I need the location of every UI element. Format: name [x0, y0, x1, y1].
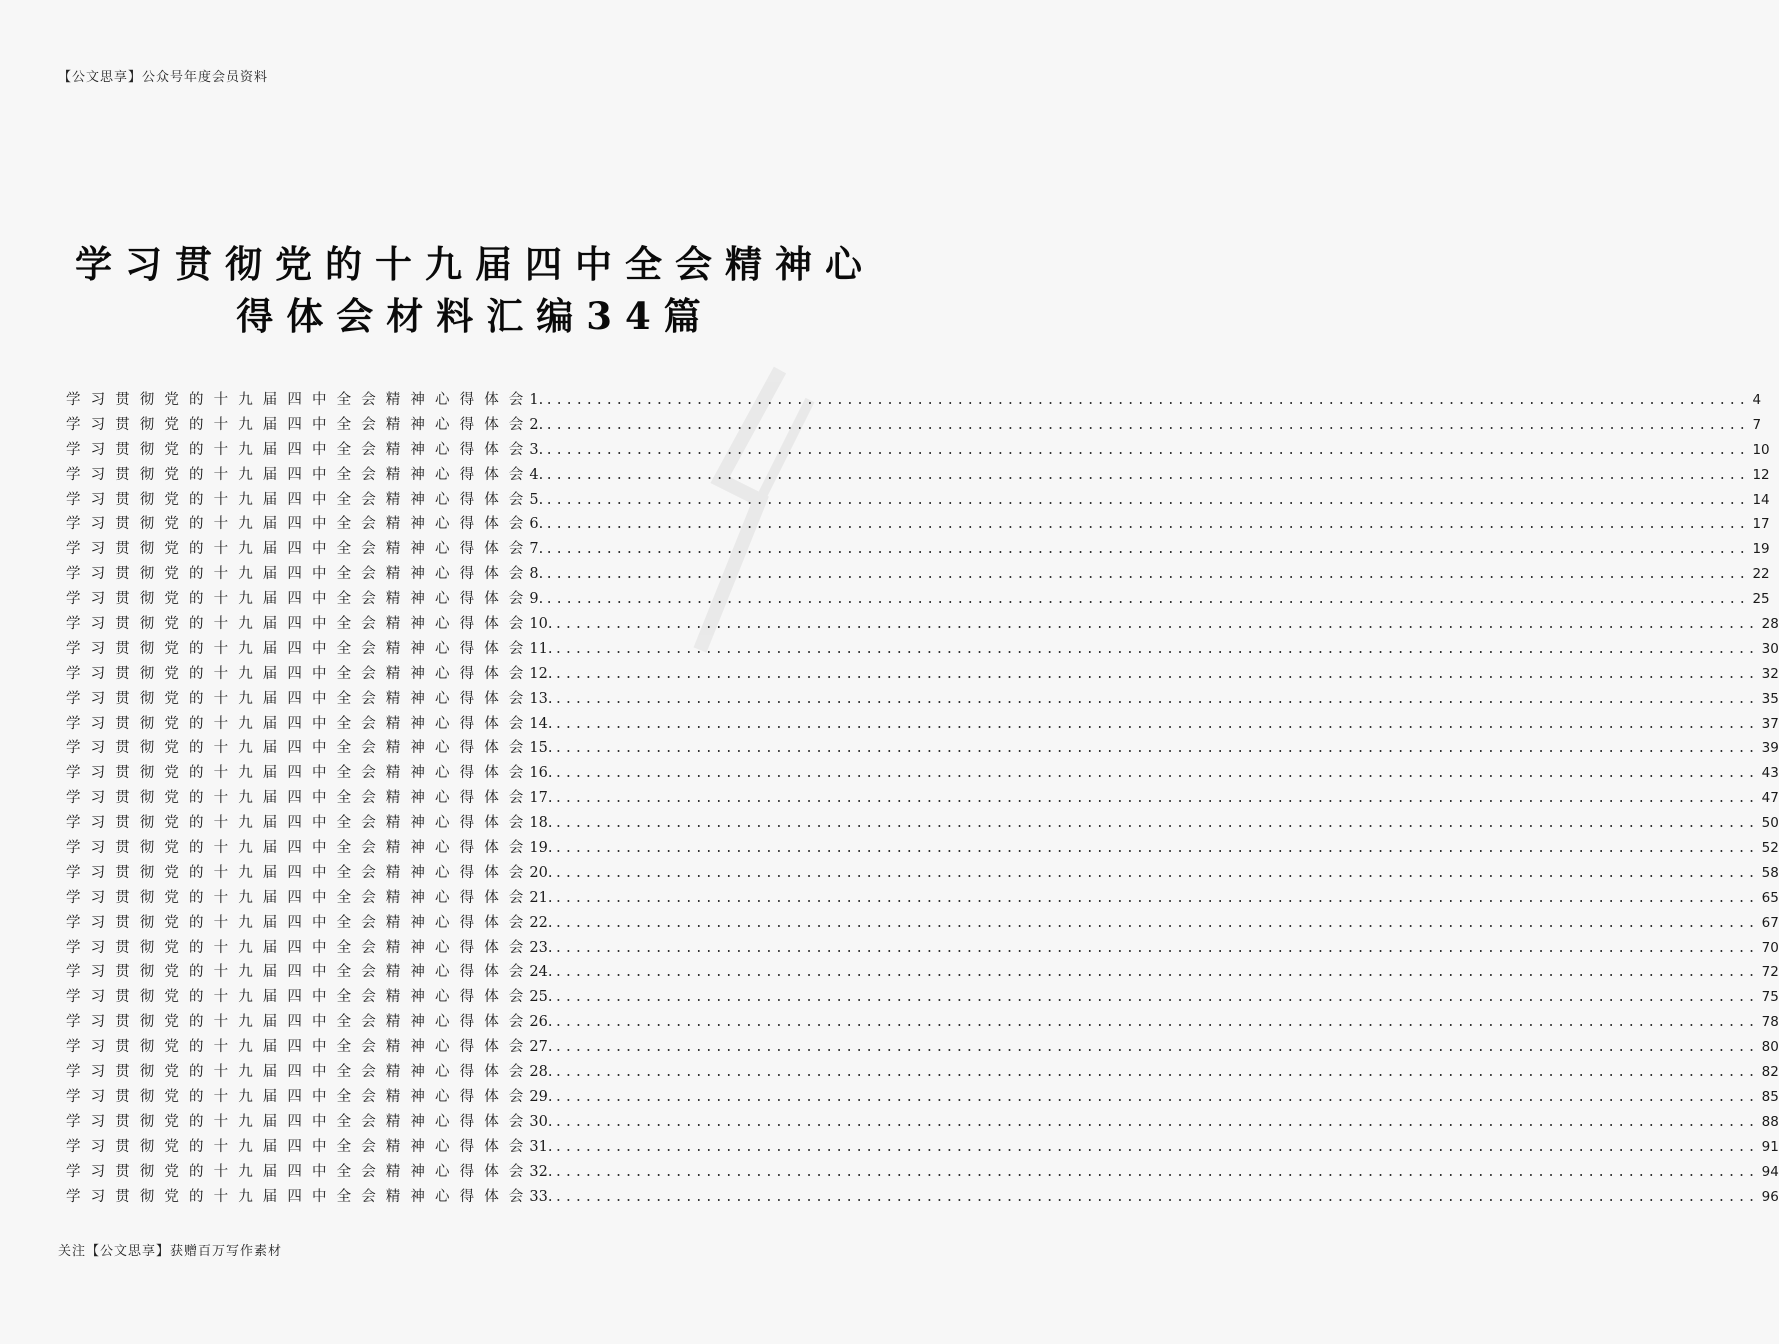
toc-entry-number: 29. — [529, 1088, 553, 1105]
toc-entry-title: 学习贯彻党的十九届四中全会精神心得体会 — [66, 640, 534, 657]
title-line-1: 学习贯彻党的十九届四中全会精神心 — [75, 242, 875, 286]
toc-dot-leader: ........................................................................................................................ — [554, 617, 1758, 633]
toc-entry[interactable] — [66, 413, 1762, 438]
toc-entry-page: 72 — [1761, 964, 1779, 981]
toc-entry-page: 10 — [1752, 441, 1770, 458]
toc-entry[interactable] — [66, 936, 1779, 961]
toc-entry-page: 80 — [1761, 1039, 1779, 1056]
toc-entry[interactable] — [66, 960, 1779, 985]
toc-entry-page: 85 — [1761, 1088, 1779, 1105]
toc-dot-leader: ........................................................................................................................ — [554, 791, 1758, 807]
toc-entry[interactable] — [66, 712, 1779, 737]
toc-entry-page: 94 — [1761, 1163, 1779, 1180]
toc-entry-page: 30 — [1761, 640, 1779, 657]
toc-dot-leader: ........................................................................................................................ — [554, 1139, 1758, 1155]
toc-entry-title: 学习贯彻党的十九届四中全会精神心得体会 — [66, 889, 534, 906]
toc-entry-page: 22 — [1752, 566, 1770, 583]
toc-entry[interactable] — [66, 811, 1779, 836]
toc-entry-page: 32 — [1761, 665, 1779, 682]
toc-entry-title: 学习贯彻党的十九届四中全会精神心得体会 — [66, 491, 534, 508]
toc-dot-leader: ........................................................................................................................ — [554, 990, 1758, 1006]
toc-entry-title: 学习贯彻党的十九届四中全会精神心得体会 — [66, 1113, 534, 1130]
toc-entry-page: 67 — [1761, 914, 1779, 931]
toc-entry-title: 学习贯彻党的十九届四中全会精神心得体会 — [66, 939, 534, 956]
toc-entry-page: 37 — [1761, 715, 1779, 732]
toc-entry-title: 学习贯彻党的十九届四中全会精神心得体会 — [66, 616, 534, 633]
toc-dot-leader: ........................................................................................................................ — [545, 492, 1749, 508]
toc-dot-leader: ........................................................................................................................ — [554, 915, 1758, 931]
toc-dot-leader: ........................................................................................................................ — [554, 1164, 1758, 1180]
toc-entry-page: 14 — [1752, 491, 1770, 508]
toc-entry-page: 78 — [1761, 1014, 1779, 1031]
toc-entry[interactable] — [66, 637, 1779, 662]
title-line-2: 得体会材料汇编34篇 — [236, 294, 714, 338]
toc-dot-leader: ........................................................................................................................ — [554, 741, 1758, 757]
toc-entry-number: 27. — [529, 1039, 553, 1056]
toc-entry-number: 32. — [529, 1163, 553, 1180]
toc-entry-title: 学习贯彻党的十九届四中全会精神心得体会 — [66, 591, 534, 608]
toc-entry[interactable] — [66, 886, 1779, 911]
toc-entry-page: 52 — [1761, 840, 1779, 857]
toc-dot-leader: ........................................................................................................................ — [554, 1015, 1758, 1031]
toc-entry-title: 学习贯彻党的十九届四中全会精神心得体会 — [66, 1163, 534, 1180]
toc-entry-title: 学习贯彻党的十九届四中全会精神心得体会 — [66, 864, 534, 881]
toc-entry-title: 学习贯彻党的十九届四中全会精神心得体会 — [66, 1088, 534, 1105]
toc-dot-leader: ........................................................................................................................ — [554, 641, 1758, 657]
toc-entry[interactable] — [66, 687, 1779, 712]
toc-entry[interactable] — [66, 587, 1770, 612]
toc-entry-title: 学习贯彻党的十九届四中全会精神心得体会 — [66, 740, 534, 757]
toc-entry-page: 91 — [1761, 1138, 1779, 1155]
toc-entry[interactable] — [66, 1135, 1779, 1160]
toc-dot-leader: ........................................................................................................................ — [554, 716, 1758, 732]
toc-entry-page: 75 — [1761, 989, 1779, 1006]
toc-entry-number: 24. — [529, 964, 553, 981]
toc-entry-page: 47 — [1761, 790, 1779, 807]
toc-entry[interactable] — [66, 1085, 1779, 1110]
toc-dot-leader: ........................................................................................................................ — [554, 1089, 1758, 1105]
toc-entry-number: 19. — [529, 840, 553, 857]
toc-entry-number: 9. — [529, 591, 544, 608]
toc-entry-page: 65 — [1761, 889, 1779, 906]
toc-entry-number: 25. — [529, 989, 553, 1006]
toc-entry-title: 学习贯彻党的十九届四中全会精神心得体会 — [66, 392, 534, 408]
toc-entry-number: 11. — [529, 640, 553, 657]
toc-entry-number: 1. — [529, 392, 544, 408]
toc-entry-title: 学习贯彻党的十九届四中全会精神心得体会 — [66, 964, 534, 981]
toc-entry[interactable] — [66, 388, 1762, 413]
toc-dot-leader: ........................................................................................................................ — [545, 417, 1749, 433]
toc-dot-leader: ........................................................................................................................ — [554, 1114, 1758, 1130]
toc-entry-number: 3. — [529, 441, 544, 458]
toc-entry-page: 82 — [1761, 1064, 1779, 1081]
toc-dot-leader: ........................................................................................................................ — [554, 1065, 1758, 1081]
toc-entry-title: 学习贯彻党的十九届四中全会精神心得体会 — [66, 715, 534, 732]
toc-entry-page: 17 — [1752, 516, 1770, 533]
toc-entry-number: 6. — [529, 516, 544, 533]
toc-entry-page: 35 — [1761, 690, 1779, 707]
toc-entry-title: 学习贯彻党的十九届四中全会精神心得体会 — [66, 690, 534, 707]
toc-entry-title: 学习贯彻党的十九届四中全会精神心得体会 — [66, 541, 534, 558]
toc-entry-title: 学习贯彻党的十九届四中全会精神心得体会 — [66, 1138, 534, 1155]
toc-dot-leader: ........................................................................................................................ — [554, 841, 1758, 857]
toc-entry[interactable] — [66, 1010, 1779, 1035]
toc-entry-number: 31. — [529, 1138, 553, 1155]
toc-dot-leader: ........................................................................................................................ — [554, 865, 1758, 881]
toc-entry[interactable] — [66, 488, 1770, 513]
toc-dot-leader: ........................................................................................................................ — [554, 691, 1758, 707]
toc-dot-leader: ........................................................................................................................ — [554, 940, 1758, 956]
toc-entry-page: 25 — [1752, 591, 1770, 608]
toc-entry-number: 12. — [529, 665, 553, 682]
toc-entry[interactable] — [66, 1185, 1779, 1210]
toc-entry-page: 70 — [1761, 939, 1779, 956]
toc-entry-title: 学习贯彻党的十九届四中全会精神心得体会 — [66, 1039, 534, 1056]
toc-entry-number: 18. — [529, 815, 553, 832]
toc-entry[interactable] — [66, 861, 1779, 886]
toc-dot-leader: ........................................................................................................................ — [545, 467, 1749, 483]
toc-entry[interactable] — [66, 1035, 1779, 1060]
header-note: 【公文思享】公众号年度会员资料 — [58, 70, 269, 85]
toc-dot-leader: ........................................................................................................................ — [554, 1040, 1758, 1056]
toc-entry-number: 23. — [529, 939, 553, 956]
toc-entry-number: 10. — [529, 616, 553, 633]
toc-entry[interactable] — [66, 512, 1770, 537]
toc-entry-number: 22. — [529, 914, 553, 931]
toc-entry-number: 21. — [529, 889, 553, 906]
toc-entry-page: 28 — [1761, 616, 1779, 633]
toc-dot-leader: ........................................................................................................................ — [554, 1189, 1758, 1205]
toc-entry-number: 7. — [529, 541, 544, 558]
document-title — [0, 238, 950, 342]
toc-entry[interactable] — [66, 985, 1779, 1010]
toc-entry[interactable] — [66, 612, 1779, 637]
toc-entry-page: 39 — [1761, 740, 1779, 757]
table-of-contents — [66, 388, 1779, 1209]
toc-entry-number: 17. — [529, 790, 553, 807]
toc-entry-page: 88 — [1761, 1113, 1779, 1130]
toc-entry-title: 学习贯彻党的十九届四中全会精神心得体会 — [66, 840, 534, 857]
toc-dot-leader: ........................................................................................................................ — [554, 766, 1758, 782]
toc-entry-page: 12 — [1752, 466, 1770, 483]
toc-entry-number: 14. — [529, 715, 553, 732]
toc-entry[interactable] — [66, 463, 1770, 488]
toc-entry-page: 96 — [1761, 1188, 1779, 1205]
toc-entry[interactable] — [66, 786, 1779, 811]
toc-dot-leader: ........................................................................................................................ — [545, 517, 1749, 533]
toc-entry-title: 学习贯彻党的十九届四中全会精神心得体会 — [66, 815, 534, 832]
toc-entry-title: 学习贯彻党的十九届四中全会精神心得体会 — [66, 989, 534, 1006]
toc-entry-number: 8. — [529, 566, 544, 583]
toc-entry[interactable] — [66, 911, 1779, 936]
footer-note: 关注【公文思享】获赠百万写作素材 — [58, 1244, 283, 1259]
toc-entry-title: 学习贯彻党的十九届四中全会精神心得体会 — [66, 765, 534, 782]
toc-entry-title: 学习贯彻党的十九届四中全会精神心得体会 — [66, 1014, 534, 1031]
toc-dot-leader: ........................................................................................................................ — [554, 890, 1758, 906]
toc-entry-page: 58 — [1761, 864, 1779, 881]
toc-entry-page: 7 — [1752, 416, 1762, 433]
toc-entry-number: 30. — [529, 1113, 553, 1130]
toc-dot-leader: ........................................................................................................................ — [554, 965, 1758, 981]
toc-entry-page: 19 — [1752, 541, 1770, 558]
toc-dot-leader: ........................................................................................................................ — [545, 592, 1749, 608]
toc-entry[interactable] — [66, 736, 1779, 761]
toc-entry-title: 学习贯彻党的十九届四中全会精神心得体会 — [66, 566, 534, 583]
toc-entry-title: 学习贯彻党的十九届四中全会精神心得体会 — [66, 665, 534, 682]
toc-entry-page: 4 — [1752, 392, 1762, 408]
toc-entry[interactable] — [66, 1110, 1779, 1135]
toc-dot-leader: ........................................................................................................................ — [545, 542, 1749, 558]
toc-entry[interactable] — [66, 761, 1779, 786]
toc-entry[interactable] — [66, 836, 1779, 861]
toc-entry-number: 2. — [529, 416, 544, 433]
toc-entry-number: 20. — [529, 864, 553, 881]
toc-dot-leader: ........................................................................................................................ — [545, 393, 1749, 408]
toc-entry-number: 26. — [529, 1014, 553, 1031]
toc-entry-number: 5. — [529, 491, 544, 508]
toc-dot-leader: ........................................................................................................................ — [545, 442, 1749, 458]
toc-entry[interactable] — [66, 562, 1770, 587]
toc-entry[interactable] — [66, 537, 1770, 562]
toc-entry[interactable] — [66, 438, 1770, 463]
toc-entry-title: 学习贯彻党的十九届四中全会精神心得体会 — [66, 466, 534, 483]
toc-entry-number: 33. — [529, 1188, 553, 1205]
toc-entry-number: 28. — [529, 1064, 553, 1081]
toc-dot-leader: ........................................................................................................................ — [545, 567, 1749, 583]
toc-entry-title: 学习贯彻党的十九届四中全会精神心得体会 — [66, 914, 534, 931]
toc-entry-title: 学习贯彻党的十九届四中全会精神心得体会 — [66, 516, 534, 533]
toc-entry[interactable] — [66, 662, 1779, 687]
toc-entry-page: 50 — [1761, 815, 1779, 832]
toc-entry-title: 学习贯彻党的十九届四中全会精神心得体会 — [66, 1188, 534, 1205]
toc-entry-title: 学习贯彻党的十九届四中全会精神心得体会 — [66, 1064, 534, 1081]
toc-entry-page: 43 — [1761, 765, 1779, 782]
toc-entry-number: 13. — [529, 690, 553, 707]
toc-entry-number: 4. — [529, 466, 544, 483]
toc-dot-leader: ........................................................................................................................ — [554, 666, 1758, 682]
toc-dot-leader: ........................................................................................................................ — [554, 816, 1758, 832]
toc-entry-number: 15. — [529, 740, 553, 757]
toc-entry-title: 学习贯彻党的十九届四中全会精神心得体会 — [66, 416, 534, 433]
toc-entry[interactable] — [66, 1160, 1779, 1185]
toc-entry[interactable] — [66, 1060, 1779, 1085]
toc-entry-title: 学习贯彻党的十九届四中全会精神心得体会 — [66, 790, 534, 807]
toc-entry-title: 学习贯彻党的十九届四中全会精神心得体会 — [66, 441, 534, 458]
toc-entry-number: 16. — [529, 765, 553, 782]
